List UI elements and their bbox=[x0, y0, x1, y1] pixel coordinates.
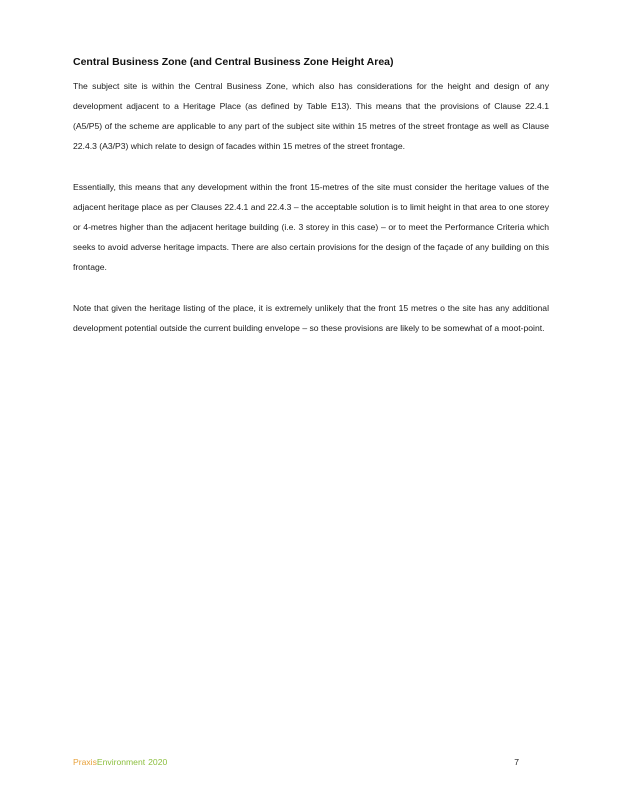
body-text bbox=[73, 76, 549, 359]
footer-brand-praxis: Praxis bbox=[73, 757, 97, 767]
footer-brand-environment: Environment bbox=[96, 757, 146, 767]
section-heading: Central Business Zone (and Central Business Zone Height Area) bbox=[73, 56, 394, 68]
paragraph-2: Essentially, this means that any development within the front 15-metres of the site must consider the heritage values of the adjacent heritage place as per Clauses 22.4.1 and 22.4.3 – the acceptable solution is to limit height in that area to one storey or 4-metres higher than the adjacent heritage building (i.e. 3 storey in this case) – or to meet the Performance Criteria which seeks to avoid adverse heritage impacts. There are also certain provisions for the design of the façade of any building on this frontage. bbox=[73, 182, 549, 272]
footer-brand bbox=[73, 757, 145, 767]
paragraph-3: Note that given the heritage listing of the place, it is extremely unlikely that the front 15 metres o the site has any additional development potential outside the current building envelope – so these provisions are likely to be somewhat of a moot-point. bbox=[73, 303, 549, 333]
page-number: 7 bbox=[514, 757, 519, 767]
paragraph-1: The subject site is within the Central Business Zone, which also has considerations for the height and design of any development adjacent to a Heritage Place (as defined by Table E13). This means that the provisions of Clause 22.4.1 (A5/P5) of the scheme are applicable to any part of the subject site within 15 metres of the street frontage as well as Clause 22.4.3 (A3/P3) which relate to design of facades within 15 metres of the street frontage. bbox=[73, 81, 549, 151]
page-footer bbox=[73, 756, 519, 768]
footer-year: 2020 bbox=[148, 757, 168, 767]
